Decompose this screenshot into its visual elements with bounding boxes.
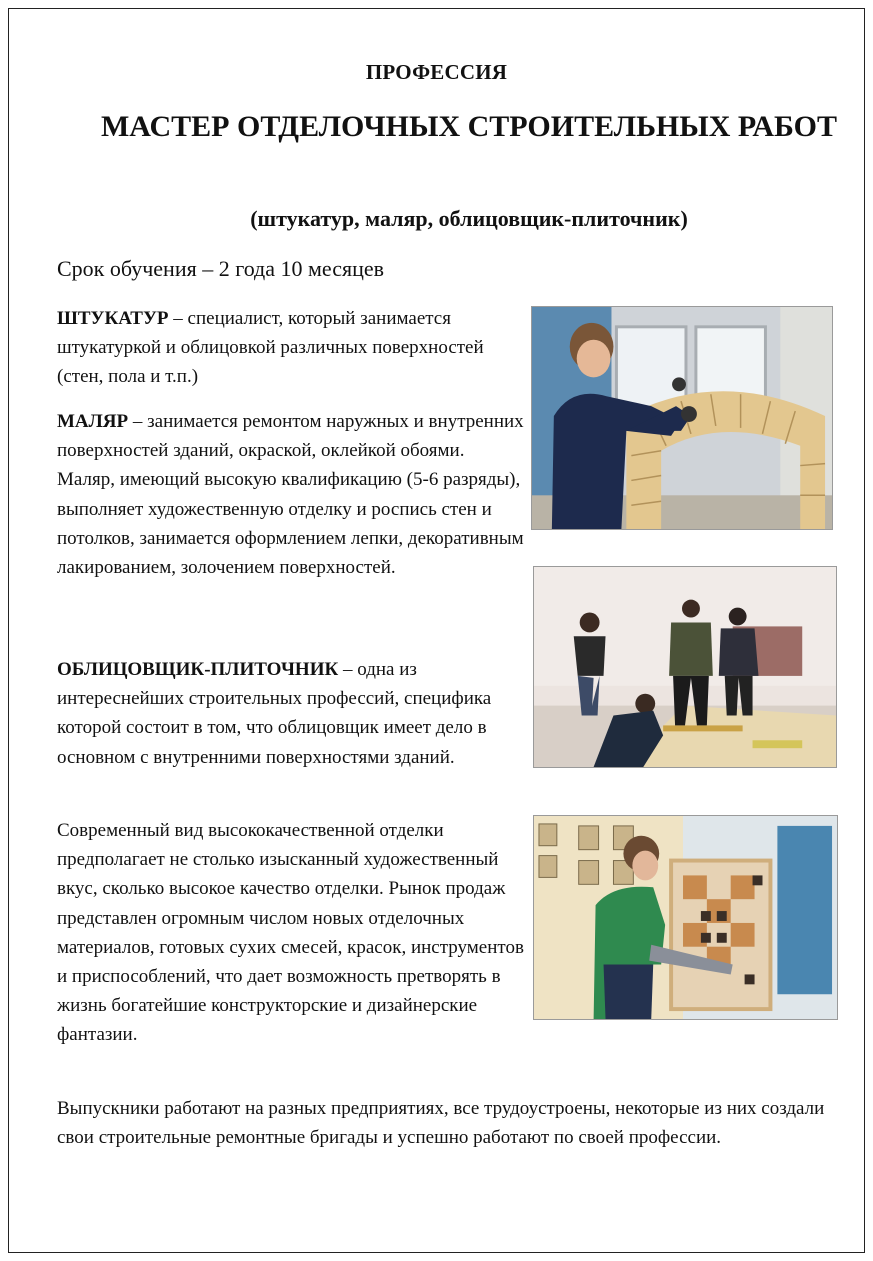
photo-tile-panel xyxy=(533,815,838,1020)
section-plasterer xyxy=(57,304,527,392)
kicker: ПРОФЕССИЯ xyxy=(365,60,508,84)
text-graduates: Выпускники работают на разных предприятиях, все трудоустроены, некоторые из них создали свои строительные ремонтные бригады и успешно работают по своей профессии. xyxy=(57,1098,825,1149)
page-title: МАСТЕР ОТДЕЛОЧНЫХ СТРОИТЕЛЬНЫХ РАБОТ xyxy=(100,110,837,143)
text-modern: Современный вид высококачественной отделки предполагает не столько изысканный художественный вкус, сколько высокое качество отделки. Рынок продаж представлен огромным числом новых отделочных материалов, готовых сухих смесей, красок, инструментов и приспособлений, что дает возможность претворять в жизнь богатейшие конструкторские и дизайнерские фантазии. xyxy=(57,820,524,1046)
page-subtitle: (штукатур, маляр, облицовщик-плиточник) xyxy=(250,206,688,231)
text-painter: – занимается ремонтом наружных и внутренних поверхностей зданий, окраской, оклейкой обоями. Маляр, имеющий высокую квалификацию (5-6 разряды), выполняет художественную отделку и роспись стен и потолков, занимается оформлением лепки, декоративным лакированием, золочением поверхностей. xyxy=(57,411,524,579)
photo-wallpapering xyxy=(533,566,837,768)
term-plasterer: ШТУКАТУР xyxy=(57,308,169,329)
text-tiler: – одна из интереснейших строительных профессий, специфика которой состоит в том, что облицовщик имеет дело в основном с внутренними поверхностями зданий. xyxy=(57,659,492,768)
term-painter: МАЛЯР xyxy=(57,411,129,432)
text-plasterer: – специалист, который занимается штукатуркой и облицовкой различных поверхностей (стен, пола и т.п.) xyxy=(57,308,484,388)
study-term: Срок обучения – 2 года 10 месяцев xyxy=(57,256,385,281)
section-graduates xyxy=(57,1094,847,1152)
photo-brick-arch xyxy=(531,306,833,530)
section-tiler xyxy=(57,655,527,772)
section-modern xyxy=(57,816,527,1050)
term-tiler: ОБЛИЦОВЩИК-ПЛИТОЧНИК xyxy=(57,659,339,680)
section-painter xyxy=(57,407,527,582)
